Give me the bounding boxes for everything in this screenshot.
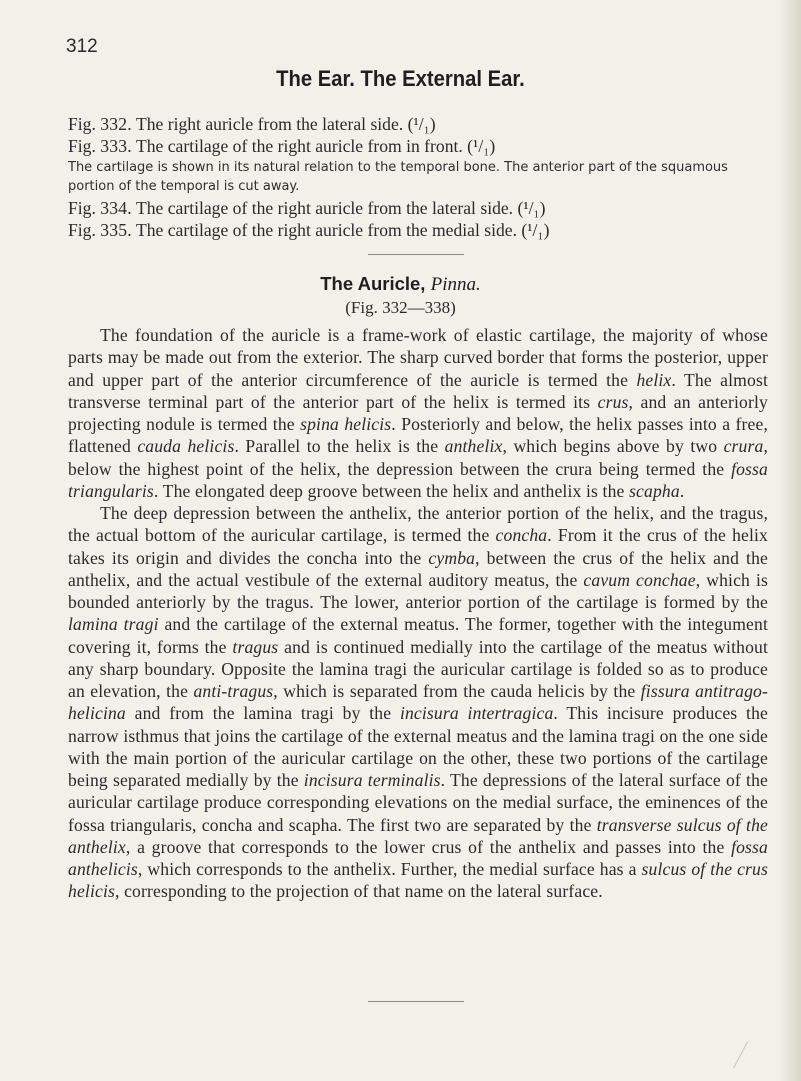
page-number: 312 — [66, 36, 98, 57]
text-run: , and an anteriorly projecting nodule is termed the — [68, 391, 768, 434]
text-run: , which begins above by two — [502, 436, 724, 457]
text-run: and is continued medially into the cartilage of the meatus without any sharp boundary. Opposite the lamina tragi the auricular cartilage is folded so as to produce an elevation, the — [68, 636, 768, 701]
figure-captions — [68, 113, 768, 241]
text-run: . This incisure produces the narrow isthmus that joins the cartilage of the external meatus and the lamina tragi on the one side with the main portion of the auricular cartilage on the other, these two portions of the cartilage being separated medially by the — [68, 703, 768, 790]
term-italic: anthelix — [444, 436, 503, 457]
divider-rule — [368, 254, 464, 255]
section-title-text: The Auricle, — [320, 273, 431, 294]
term-italic: crura — [723, 436, 764, 457]
text-run: The deep depression between the anthelix, the anterior portion of the helix, and the tragus, the actual bottom of the auricular cartilage, is termed the — [68, 503, 768, 546]
term-italic: spina helicis — [300, 414, 392, 434]
term-italic: lamina tragi — [68, 614, 159, 635]
text-run: and the cartilage of the external meatus. The former, together with the integument covering it, forms the — [68, 614, 768, 657]
figure-number: 335. — [100, 220, 132, 240]
term-italic: incisura terminalis — [303, 770, 441, 790]
text-run: . The depressions of the lateral surface of the auricular cartilage produce corresponding elevations on the medial surface, the eminences of the fossa triangularis, concha and scapha. The first two are separated by the — [68, 770, 768, 835]
text-run: . From it the crus of the helix takes its origin and divides the concha into the — [68, 525, 768, 568]
term-italic: anti-tragus — [193, 681, 274, 701]
page-edge-shadow — [779, 0, 801, 1081]
figure-number: 333. — [100, 136, 132, 156]
body-text — [68, 324, 768, 903]
term-italic: cavum conchae — [583, 569, 696, 590]
text-run: , a groove that corresponds to the lower crus of the anthelix and passes into the — [125, 836, 732, 857]
figure-label: Fig. — [68, 136, 96, 156]
figure-caption-334 — [68, 197, 768, 219]
term-italic: sulcus of the crus helicis — [68, 859, 769, 902]
paragraph-1 — [68, 324, 768, 502]
term-italic: fissura antitrago-helicina — [68, 681, 768, 724]
term-italic: cymba — [428, 547, 476, 568]
term-italic: scapha — [629, 480, 680, 501]
text-run: . The elongated deep groove between the helix and anthelix is the — [153, 480, 630, 501]
text-run: and from the lamina tragi by the — [125, 703, 400, 724]
term-italic: transverse sulcus of the anthelix — [68, 814, 768, 857]
term-italic: helix — [636, 369, 672, 390]
figure-label: Fig. — [68, 114, 96, 134]
term-italic: fossa anthelicis — [68, 836, 768, 879]
figure-note-333: The cartilage is shown in its natural relation to the temporal bone. The anterior part of the squamous portion of the temporal is cut away. — [68, 160, 728, 194]
figure-text: The cartilage of the right auricle from the medial side. (¹/₁) — [135, 220, 550, 240]
text-run: , which is bounded anteriorly by the tragus. The lower, anterior portion of the cartilage is formed by the — [68, 569, 768, 612]
figure-text: The right auricle from the lateral side. (¹/₁) — [135, 114, 436, 134]
paragraph-2 — [68, 502, 768, 903]
term-italic: tragus — [232, 636, 279, 657]
figure-caption-332 — [68, 113, 768, 135]
figure-number: 334. — [100, 198, 132, 218]
term-italic: crus — [597, 391, 629, 412]
text-run: . The almost transverse terminal part of the anterior part of the helix is termed its — [68, 369, 768, 412]
section-figure-range: (Fig. 332—338) — [345, 298, 456, 317]
text-run: , between the crus of the helix and the anthelix, and the actual vestibule of the external auditory meatus, the — [68, 547, 768, 590]
figure-label: Fig. — [68, 220, 96, 240]
figure-label: Fig. — [68, 198, 96, 218]
text-run: . Parallel to the helix is the — [234, 436, 445, 457]
term-italic: cauda helicis — [137, 436, 235, 457]
text-run: , which corresponds to the anthelix. Further, the medial surface has a — [137, 859, 642, 879]
end-divider-rule — [368, 1001, 464, 1002]
figure-caption-333 — [68, 135, 768, 157]
text-run: , which is separated from the cauda helicis by the — [273, 681, 641, 701]
term-italic: fossa triangularis — [68, 458, 768, 501]
figure-number: 332. — [100, 114, 132, 134]
paper-stray-mark — [733, 1042, 748, 1069]
figure-caption-335 — [68, 219, 768, 241]
text-run: , below the highest point of the helix, the depression between the crura being termed the — [68, 436, 768, 479]
text-run: . — [679, 480, 685, 501]
term-italic: concha — [495, 525, 548, 546]
text-run: , corresponding to the projection of that name on the lateral surface. — [114, 881, 603, 902]
text-run: . Posteriorly and below, the helix passes into a free, flattened — [68, 414, 768, 457]
section-title — [0, 273, 801, 296]
figure-text: The cartilage of the right auricle from in front. (¹/₁) — [135, 136, 496, 156]
figure-text: The cartilage of the right auricle from the lateral side. (¹/₁) — [135, 198, 546, 218]
text-run: The foundation of the auricle is a frame-work of elastic cartilage, the majority of whose parts may be made out from the exterior. The sharp curved border that forms the posterior, upper and upper part of the anterior circumference of the auricle is termed the — [68, 325, 768, 390]
section-title-italic: Pinna. — [430, 274, 481, 295]
term-italic: incisura intertragica — [399, 703, 554, 724]
page-header-title: The Ear. The External Ear. — [276, 66, 525, 91]
